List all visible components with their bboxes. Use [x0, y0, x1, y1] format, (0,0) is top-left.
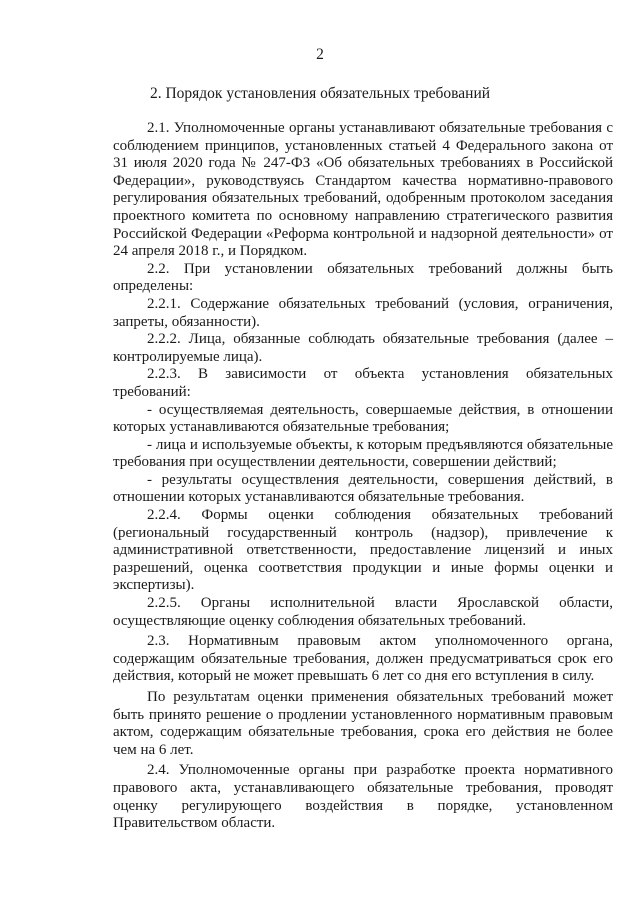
section-heading: 2. Порядок установления обязательных требований: [149, 85, 491, 102]
paragraph-2-1: 2.1. Уполномоченные органы устанавливают обязательные требования с соблюдением принципов, установленных статьей 4 Федерального закона от 31 июля 2020 года № 247-ФЗ «Об обязательных требованиях в Российской Федерации», руководствуясь Стандартом качества нормативно-правового регулирования обязательных требований, одобренным протоколом заседания проектного комитета по основному направлению стратегического развития Российской Федерации «Реформа контрольной и надзорной деятельности» от 24 апреля 2018 г., и Порядком.: [113, 120, 613, 260]
paragraph-2-2-1: 2.2.1. Содержание обязательных требований (условия, ограничения, запреты, обязанности).: [113, 295, 613, 330]
paragraph-2-2-5: 2.2.5. Органы исполнительной власти Ярославской области, осуществляющие оценку соблюдения обязательных требований.: [113, 595, 613, 629]
list-item-results: - результаты осуществления деятельности, совершения действий, в отношении которых устанавливаются обязательные требования.: [113, 471, 613, 506]
paragraph-2-4: 2.4. Уполномоченные органы при разработке проекта нормативного правового акта, устанавливающего обязательные требования, проводят оценку регулирующего воздействия в порядке, установленном Правительством области.: [113, 762, 613, 832]
paragraph-2-2-3: 2.2.3. В зависимости от объекта установления обязательных требований:: [113, 366, 613, 400]
paragraph-2-2-2: 2.2.2. Лица, обязанные соблюдать обязательные требования (далее – контролируемые лица).: [113, 331, 613, 365]
list-item-persons-objects: - лица и используемые объекты, к которым предъявляются обязательные требования при осуществлении деятельности, совершении действий;: [113, 436, 613, 471]
list-item-activity: - осуществляемая деятельность, совершаемые действия, в отношении которых устанавливаются обязательные требования;: [113, 401, 613, 436]
paragraph-2-2-4: 2.2.4. Формы оценки соблюдения обязательных требований (региональный государственный контроль (надзор), привлечение к административной ответственности, предоставление лицензий и иных разрешений, оценка соответствия продукции и иные формы оценки и экспертизы).: [113, 507, 613, 594]
page-number: 2: [316, 46, 324, 63]
paragraph-2-3: 2.3. Нормативным правовым актом уполномоченного органа, содержащим обязательные требования, должен предусматриваться срок его действия, который не может превышать 6 лет со дня его вступления в силу.: [113, 633, 613, 685]
paragraph-extension: По результатам оценки применения обязательных требований может быть принято решение о продлении установленного нормативным правовым актом, содержащим обязательные требования, срока его действия не более чем на 6 лет.: [113, 689, 613, 758]
document-body: [113, 120, 613, 833]
paragraph-2-2: 2.2. При установлении обязательных требований должны быть определены:: [113, 260, 613, 295]
